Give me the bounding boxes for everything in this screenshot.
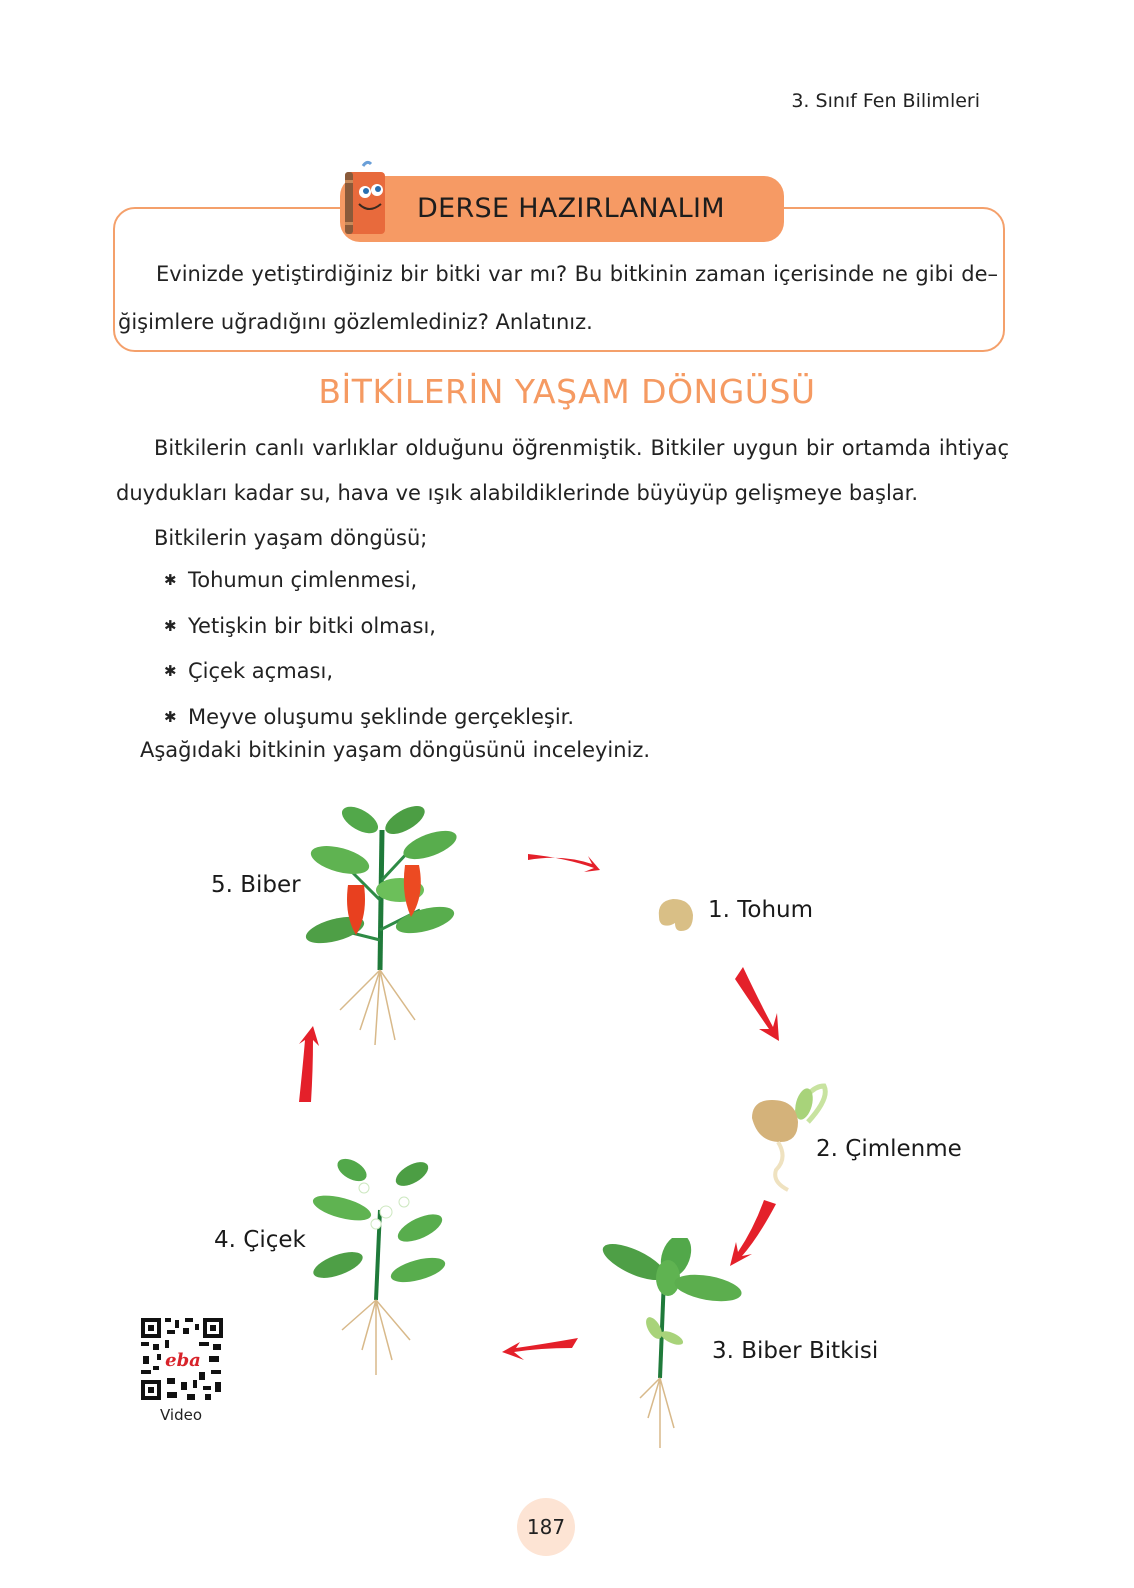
- page-number-text: 187: [526, 1515, 566, 1539]
- prep-title: DERSE HAZIRLANALIM: [417, 193, 725, 224]
- paragraph-line: Bitkilerin canlı varlıklar olduğunu öğrenmiştik. Bitkiler uygun bir ortamda ihtiyaç: [154, 436, 1009, 460]
- asterisk-icon: ✱: [164, 662, 177, 680]
- arrow-down-right-icon: [733, 965, 781, 1043]
- seed-image: [655, 897, 695, 933]
- prep-text: [118, 250, 998, 346]
- stage-label-4: 4. Çiçek: [214, 1227, 306, 1253]
- asterisk-icon: ✱: [164, 616, 177, 635]
- bullet-item: ✱ Meyve oluşumu şeklinde gerçekleşir.: [164, 695, 574, 741]
- eba-logo: eba: [165, 1350, 201, 1371]
- outro-text: Aşağıdaki bitkinin yaşam döngüsünü inceleyiniz.: [140, 738, 651, 762]
- header-subject: 3. Sınıf Fen Bilimleri: [791, 90, 980, 112]
- prep-line: ğişimlere uğradığını gözlemlediniz? Anlatınız.: [118, 310, 593, 334]
- page-number: [517, 1498, 575, 1556]
- bullet-item: ✱ Tohumun çimlenmesi,: [164, 558, 574, 604]
- flowering-pepper-plant-image: [312, 1150, 446, 1380]
- stage-label-2: 2. Çimlenme: [816, 1136, 962, 1162]
- paragraph-line: duydukları kadar su, hava ve ışık alabildiklerinde büyüyüp gelişmeye başlar.: [116, 481, 919, 505]
- prep-line: Evinizde yetiştirdiğiniz bir bitki var mı? Bu bitkinin zaman içerisinde ne gibi de–: [156, 262, 998, 286]
- intro-paragraph: [116, 426, 1009, 561]
- arrow-up-icon: [295, 1024, 325, 1104]
- qr-caption: Video: [160, 1406, 203, 1424]
- list-intro: Bitkilerin yaşam döngüsü;: [154, 526, 428, 550]
- book-character-icon: [337, 160, 397, 238]
- bullet-item: ✱ Yetişkin bir bitki olması,: [164, 604, 574, 650]
- bullet-list: [164, 558, 574, 740]
- arrow-left-icon: [500, 1336, 580, 1366]
- stage-label-5: 5. Biber: [211, 872, 301, 898]
- section-title: BİTKİLERİN YAŞAM DÖNGÜSÜ: [318, 372, 816, 411]
- arrow-right-icon: [526, 848, 602, 876]
- qr-code[interactable]: [139, 1316, 225, 1402]
- bullet-item: ✱ Çiçek açması,: [164, 649, 574, 695]
- stage-label-3: 3. Biber Bitkisi: [712, 1338, 879, 1364]
- asterisk-icon: ✱: [164, 571, 177, 589]
- stage-label-1: 1. Tohum: [708, 897, 814, 923]
- asterisk-icon: ✱: [164, 707, 177, 726]
